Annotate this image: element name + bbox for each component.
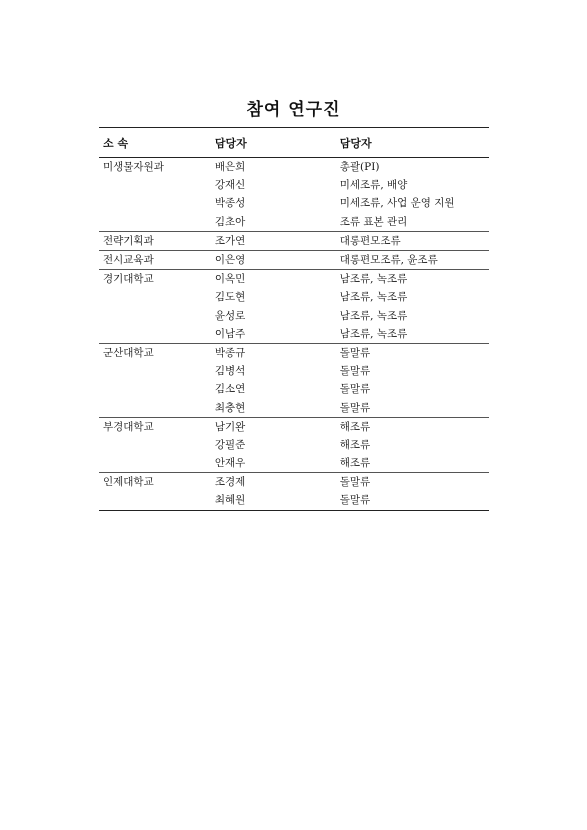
- staff-role-cell: 돌말류: [339, 365, 371, 378]
- affiliation-cell: [99, 194, 215, 212]
- affiliation-group: [99, 158, 489, 232]
- staff-name-cell: 윤성로: [214, 309, 246, 322]
- affiliation-cell: [99, 454, 215, 473]
- table-row: [99, 231, 489, 250]
- table-row: [99, 436, 489, 454]
- page-title: 참여 연구진: [246, 100, 341, 120]
- staff-name-cell: 이은영: [214, 254, 246, 267]
- affiliation-cell: 전시교육과: [103, 254, 154, 267]
- staff-role-cell: 돌말류: [339, 383, 371, 396]
- staff-name-cell: 박종성: [214, 197, 246, 210]
- table-row: [99, 270, 489, 289]
- table-header: [99, 128, 489, 158]
- affiliation-group: [99, 250, 489, 269]
- table-row: [99, 288, 489, 306]
- header-staff-name: 담당자: [214, 136, 247, 150]
- affiliation-cell: [99, 176, 215, 194]
- table-row: [99, 176, 489, 194]
- staff-role-cell: 남조류, 녹조류: [339, 273, 408, 286]
- table-row: [99, 213, 489, 232]
- staff-role-cell: 대롱편모조류: [339, 234, 401, 247]
- staff-role-cell: 돌말류: [339, 401, 371, 414]
- table-row: [99, 473, 489, 492]
- affiliation-group: [99, 231, 489, 250]
- staff-role-cell: 해조류: [339, 438, 371, 451]
- staff-name-cell: 김병석: [214, 365, 246, 378]
- affiliation-cell: [99, 288, 215, 306]
- staff-role-cell: 남조류, 녹조류: [339, 327, 408, 340]
- affiliation-cell: 미생물자원과: [103, 161, 164, 174]
- staff-name-cell: 배은희: [214, 161, 246, 174]
- affiliation-cell: 부경대학교: [103, 420, 154, 433]
- staff-name-cell: 조가연: [214, 234, 246, 247]
- staff-role-cell: 돌말류: [339, 476, 371, 489]
- staff-role-cell: 대롱편모조류, 윤조류: [339, 254, 438, 267]
- staff-name-cell: 최충현: [214, 401, 246, 414]
- table-row: [99, 194, 489, 212]
- affiliation-cell: [99, 362, 215, 380]
- affiliation-cell: 전략기획과: [103, 234, 154, 247]
- staff-role-cell: 미세조류, 배양: [339, 179, 408, 192]
- table-row: [99, 362, 489, 380]
- staff-name-cell: 이남주: [214, 327, 246, 340]
- affiliation-cell: 경기대학교: [103, 273, 154, 286]
- affiliation-cell: [99, 398, 215, 417]
- staff-role-cell: 총괄(PI): [339, 161, 380, 174]
- staff-table: [99, 127, 489, 511]
- staff-role-cell: 조류 표본 관리: [339, 215, 408, 228]
- affiliation-group: [99, 417, 489, 473]
- staff-role-cell: 미세조류, 사업 운영 지원: [339, 197, 455, 210]
- table-row: [99, 158, 489, 177]
- affiliation-group: [99, 473, 489, 510]
- staff-name-cell: 김초아: [214, 215, 246, 228]
- staff-name-cell: 이옥민: [214, 273, 246, 286]
- table-row: [99, 491, 489, 510]
- staff-name-cell: 안재우: [214, 457, 246, 470]
- affiliation-group: [99, 270, 489, 344]
- staff-role-cell: 해조류: [339, 457, 371, 470]
- staff-role-cell: 돌말류: [339, 494, 371, 507]
- staff-role-cell: 해조류: [339, 420, 371, 433]
- affiliation-cell: [99, 213, 215, 232]
- affiliation-cell: 인제대학교: [103, 476, 154, 489]
- table-row: [99, 398, 489, 417]
- header-staff-role: 담당자: [339, 136, 372, 150]
- table-row: [99, 343, 489, 362]
- affiliation-cell: [99, 491, 215, 510]
- header-row: [99, 128, 489, 158]
- staff-name-cell: 강필준: [214, 438, 246, 451]
- staff-name-cell: 강재신: [214, 179, 246, 192]
- affiliation-cell: [99, 436, 215, 454]
- affiliation-cell: 군산대학교: [103, 346, 154, 359]
- table-row: [99, 417, 489, 436]
- affiliation-cell: [99, 307, 215, 325]
- staff-name-cell: 최혜원: [214, 494, 246, 507]
- staff-name-cell: 박종규: [214, 346, 246, 359]
- staff-role-cell: 남조류, 녹조류: [339, 309, 408, 322]
- affiliation-group: [99, 343, 489, 417]
- staff-role-cell: 남조류, 녹조류: [339, 291, 408, 304]
- affiliation-cell: [99, 380, 215, 398]
- table-row: [99, 307, 489, 325]
- table-row: [99, 380, 489, 398]
- table-row: [99, 250, 489, 269]
- staff-name-cell: 김소연: [214, 383, 246, 396]
- staff-name-cell: 남기완: [214, 420, 246, 433]
- staff-name-cell: 조경제: [214, 476, 246, 489]
- affiliation-cell: [99, 325, 215, 344]
- staff-role-cell: 돌말류: [339, 346, 371, 359]
- header-affiliation: 소 속: [103, 136, 129, 150]
- table-row: [99, 325, 489, 344]
- staff-name-cell: 김도현: [214, 291, 246, 304]
- table-row: [99, 454, 489, 473]
